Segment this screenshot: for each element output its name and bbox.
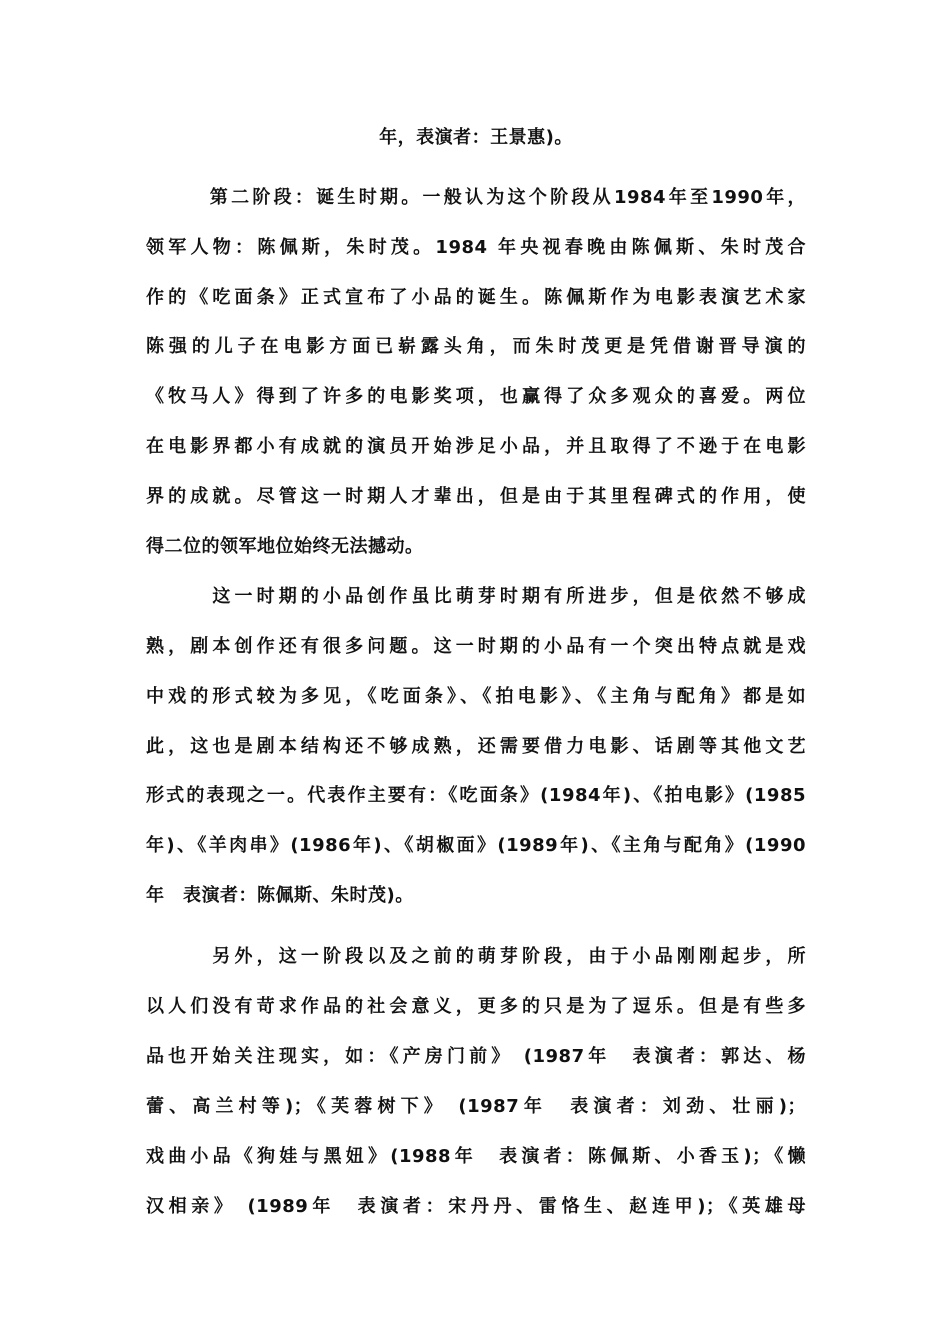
text-line-22: 汉相亲》 (1989年 表演者：宋丹丹、雷恪生、赵连甲)；《英雄母	[146, 1196, 806, 1217]
text-line-15: 年)、《羊肉串》(1986年)、《胡椒面》(1989年)、《主角与配角》(1990	[146, 835, 806, 856]
text-line-6: 《牧马人》得到了许多的电影奖项，也赢得了众多观众的喜爱。两位	[146, 386, 806, 407]
text-line-3: 领军人物：陈佩斯，朱时茂。1984 年央视春晚由陈佩斯、朱时茂合	[146, 237, 806, 258]
text-line-7: 在电影界都小有成就的演员开始涉足小品，并且取得了不逊于在电影	[146, 436, 806, 457]
text-line-12: 中戏的形式较为多见，《吃面条》、《拍电影》、《主角与配角》都是如	[146, 686, 806, 707]
text-line-1: 年，表演者：王景惠)。	[379, 127, 573, 148]
text-line-10: 这一时期的小品创作虽比萌芽时期有所进步，但是依然不够成	[146, 586, 806, 607]
text-line-16: 年 表演者：陈佩斯、朱时茂)。	[146, 885, 414, 906]
text-line-8: 界的成就。尽管这一时期人才辈出，但是由于其里程碑式的作用，使	[146, 486, 806, 507]
text-line-4: 作的《吃面条》正式宣布了小品的诞生。陈佩斯作为电影表演艺术家	[146, 287, 806, 308]
text-line-9: 得二位的领军地位始终无法撼动。	[146, 536, 424, 557]
text-line-17: 另外，这一阶段以及之前的萌芽阶段，由于小品刚刚起步，所	[146, 946, 806, 967]
text-line-20: 蕾、高兰村等)；《芙蓉树下》 (1987年 表演者：刘劲、壮丽)；	[146, 1096, 806, 1117]
text-line-2: 第二阶段：诞生时期。一般认为这个阶段从1984年至1990年，	[146, 187, 806, 208]
text-line-5: 陈强的儿子在电影方面已崭露头角，而朱时茂更是凭借谢晋导演的	[146, 336, 806, 357]
text-line-11: 熟，剧本创作还有很多问题。这一时期的小品有一个突出特点就是戏	[146, 636, 806, 657]
text-line-14: 形式的表现之一。代表作主要有：《吃面条》(1984年)、《拍电影》(1985	[146, 785, 806, 806]
text-line-13: 此，这也是剧本结构还不够成熟，还需要借力电影、话剧等其他文艺	[146, 736, 806, 757]
text-line-21: 戏曲小品《狗娃与黑妞》(1988年 表演者：陈佩斯、小香玉)；《懒	[146, 1146, 806, 1167]
text-line-19: 品也开始关注现实，如：《产房门前》 (1987年 表演者：郭达、杨	[146, 1046, 806, 1067]
text-line-18: 以人们没有苛求作品的社会意义，更多的只是为了逗乐。但是有些多	[146, 996, 806, 1017]
